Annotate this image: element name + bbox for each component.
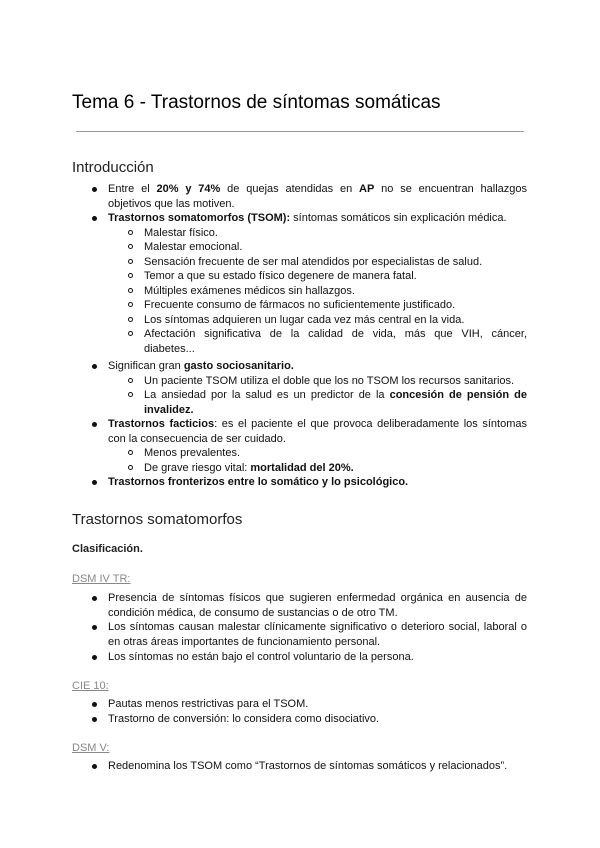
label-dsm-v: DSM V: [72,742,110,754]
page-title: Tema 6 - Trastornos de síntomas somáticas [72,92,441,113]
label-cie-10: CIE 10: [72,680,109,692]
sub-item-gasto-2: La ansiedad por la salud es un predictor de la concesión de pensión de invalidez. [144,389,527,416]
sub-item-facticios-1: Menos prevalentes. [144,446,527,461]
sub-item-tsom-1: Malestar físico. [144,226,527,241]
bullet-gasto: Significan gran gasto sociosanitario. [108,359,527,374]
bullet-dsm4-1: Presencia de síntomas físicos que sugieren enfermedad orgánica en ausencia de condición médica, de consumo de sustancias o de otro TM. [108,592,527,619]
label-dsm-iv-tr: DSM IV TR: [72,573,131,585]
bullet-tsom: Trastornos somatomorfos (TSOM): síntomas somáticos sin explicación médica. [108,211,527,226]
bullet-dsm5-1: Redenomina los TSOM como “Trastornos de síntomas somáticos y relacionados”. [108,759,527,774]
sub-item-tsom-5: Múltiples exámenes médicos sin hallazgos. [144,284,527,299]
heading-trastornos-somatomorfos: Trastornos somatomorfos [72,511,243,528]
sub-item-tsom-8: Afectación significativa de la calidad de vida, más que VIH, cáncer, diabetes... [144,328,527,355]
sub-item-tsom-3: Sensación frecuente de ser mal atendidos por especialistas de salud. [144,255,527,270]
sub-item-tsom-7: Los síntomas adquieren un lugar cada vez más central en la vida. [144,313,527,328]
bullet-cie10-1: Pautas menos restrictivas para el TSOM. [108,697,527,712]
bullet-cie10-2: Trastorno de conversión: lo considera como disociativo. [108,712,527,727]
heading-introduccion: Introducción [72,159,154,176]
bullet-dsm4-2: Los síntomas causan malestar clínicamente significativo o deterioro social, laboral o en otras áreas importantes de funcionamiento personal. [108,621,527,648]
bullet-fronterizos: Trastornos fronterizos entre lo somático y lo psicológico. [108,475,527,490]
bullet-facticios: Trastornos facticios: es el paciente el que provoca deliberadamente los síntomas con la consecuencia de ser cuidado. [108,418,527,445]
sub-item-tsom-4: Temor a que su estado físico degenere de manera fatal. [144,269,527,284]
title-divider [76,131,524,132]
sub-item-gasto-1: Un paciente TSOM utiliza el doble que los no TSOM los recursos sanitarios. [144,374,527,389]
sub-item-tsom-6: Frecuente consumo de fármacos no suficientemente justificado. [144,298,527,313]
bullet-quejas: Entre el 20% y 74% de quejas atendidas en AP no se encuentran hallazgos objetivos que las motiven. [108,183,528,210]
subheading-clasificacion: Clasificación. [72,543,143,555]
sub-item-facticios-2: De grave riesgo vital: mortalidad del 20%. [144,461,527,476]
bullet-dsm4-3: Los síntomas no están bajo el control voluntario de la persona. [108,650,527,665]
sub-item-tsom-2: Malestar emocional. [144,240,527,255]
